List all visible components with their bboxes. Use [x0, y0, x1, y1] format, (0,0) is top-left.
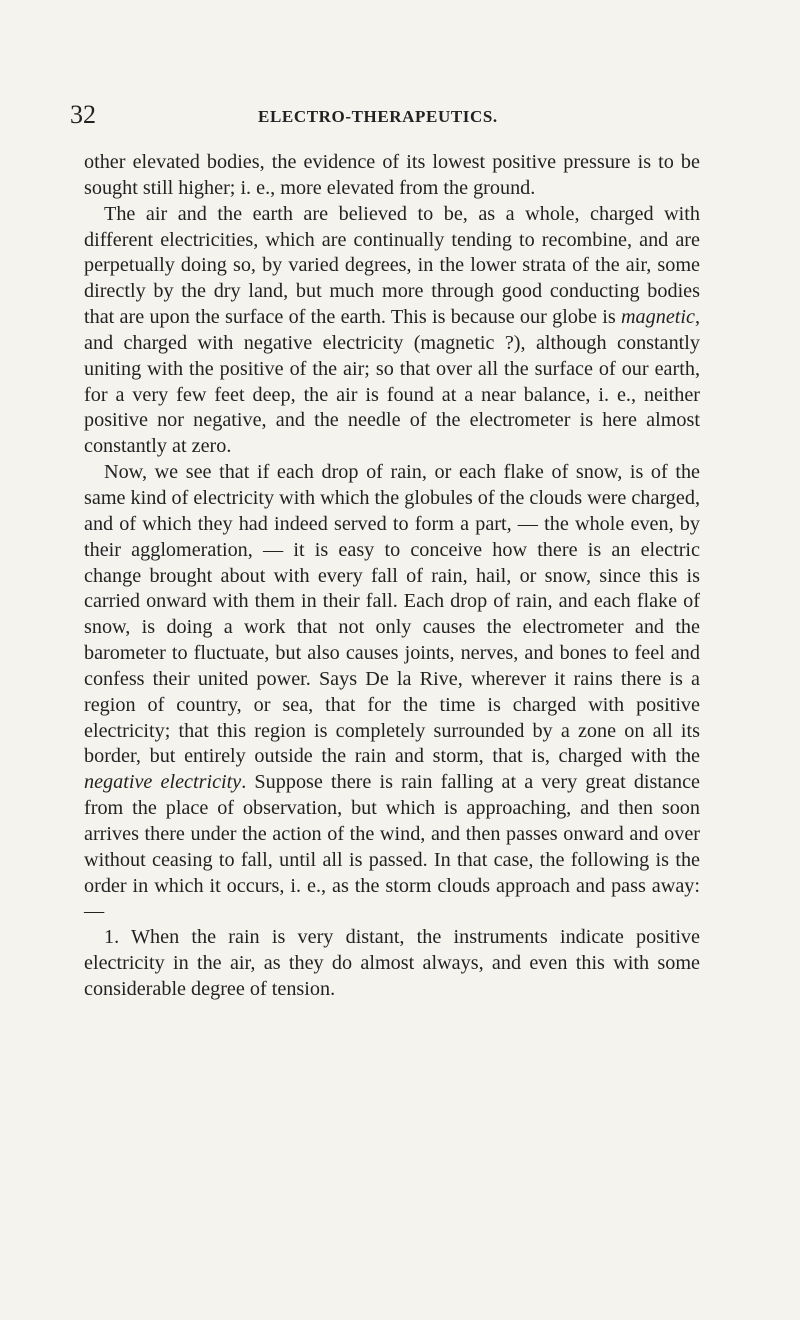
paragraph: [84, 925, 700, 1003]
paragraph: [84, 202, 700, 460]
text-run: . Suppose there is rain falling at a very great distance from the place of observation, but which is approaching, and then soon arrives there under the action of the wind, and then passes onward and over without ceasing to fall, until all is passed. In that case, the following is the order in which it occurs, i. e., as the storm clouds approach and pass away: —: [84, 771, 700, 923]
page-header: [70, 100, 710, 140]
text-run: other elevated bodies, the evidence of its lowest positive pressure is to be sought still higher; i. e., more elevated from the ground.: [84, 151, 700, 199]
running-head: ELECTRO-THERAPEUTICS.: [258, 107, 498, 126]
text-run: The air and the earth are believed to be, as a whole, charged with different electricities, which are continually tending to recombine, and are perpetually doing so, by varied degrees, in the lower strata of the air, some directly by the dry land, but much more through good conducting bodies that are upon the surface of the earth. This is because our globe is: [84, 202, 700, 329]
page-number: 32: [70, 100, 96, 129]
body-text: [84, 150, 700, 1003]
italic-text-run: magnetic: [620, 306, 695, 329]
paragraph: [84, 460, 700, 925]
italic-text-run: negative electricity: [84, 771, 242, 794]
text-run: Now, we see that if each drop of rain, or each flake of snow, is of the same kind of electricity with which the globules of the clouds were charged, and of which they had indeed served to form a part, — the whole even, by their agglomeration, — it is easy to conceive how there is an electric change brought about with every fall of rain, hail, or snow, since this is carried onward with them in their fall. Each drop of rain, and each flake of snow, is doing a work that not only causes the electrometer and the barometer to fluctuate, but also causes joints, nerves, and bones to feel and confess their united power. Says De la Rive, wherever it rains there is a region of country, or sea, that for the time is charged with positive electricity; that this region is completely surrounded by a zone on all its border, but entirely outside the rain and storm, that is, charged with the: [84, 461, 700, 768]
text-run: 1. When the rain is very distant, the instruments indicate positive electricity in the air, as they do almost always, and even this with some considerable degree of tension.: [84, 926, 700, 1000]
paragraph: [84, 150, 700, 202]
text-run: , and charged with negative electricity (magnetic ?), although constantly uniting with the positive of the air; so that over all the surface of our earth, for a very few feet deep, the air is found at a near balance, i. e., neither positive nor negative, and the needle of the electrometer is here almost constantly at zero.: [84, 306, 700, 458]
